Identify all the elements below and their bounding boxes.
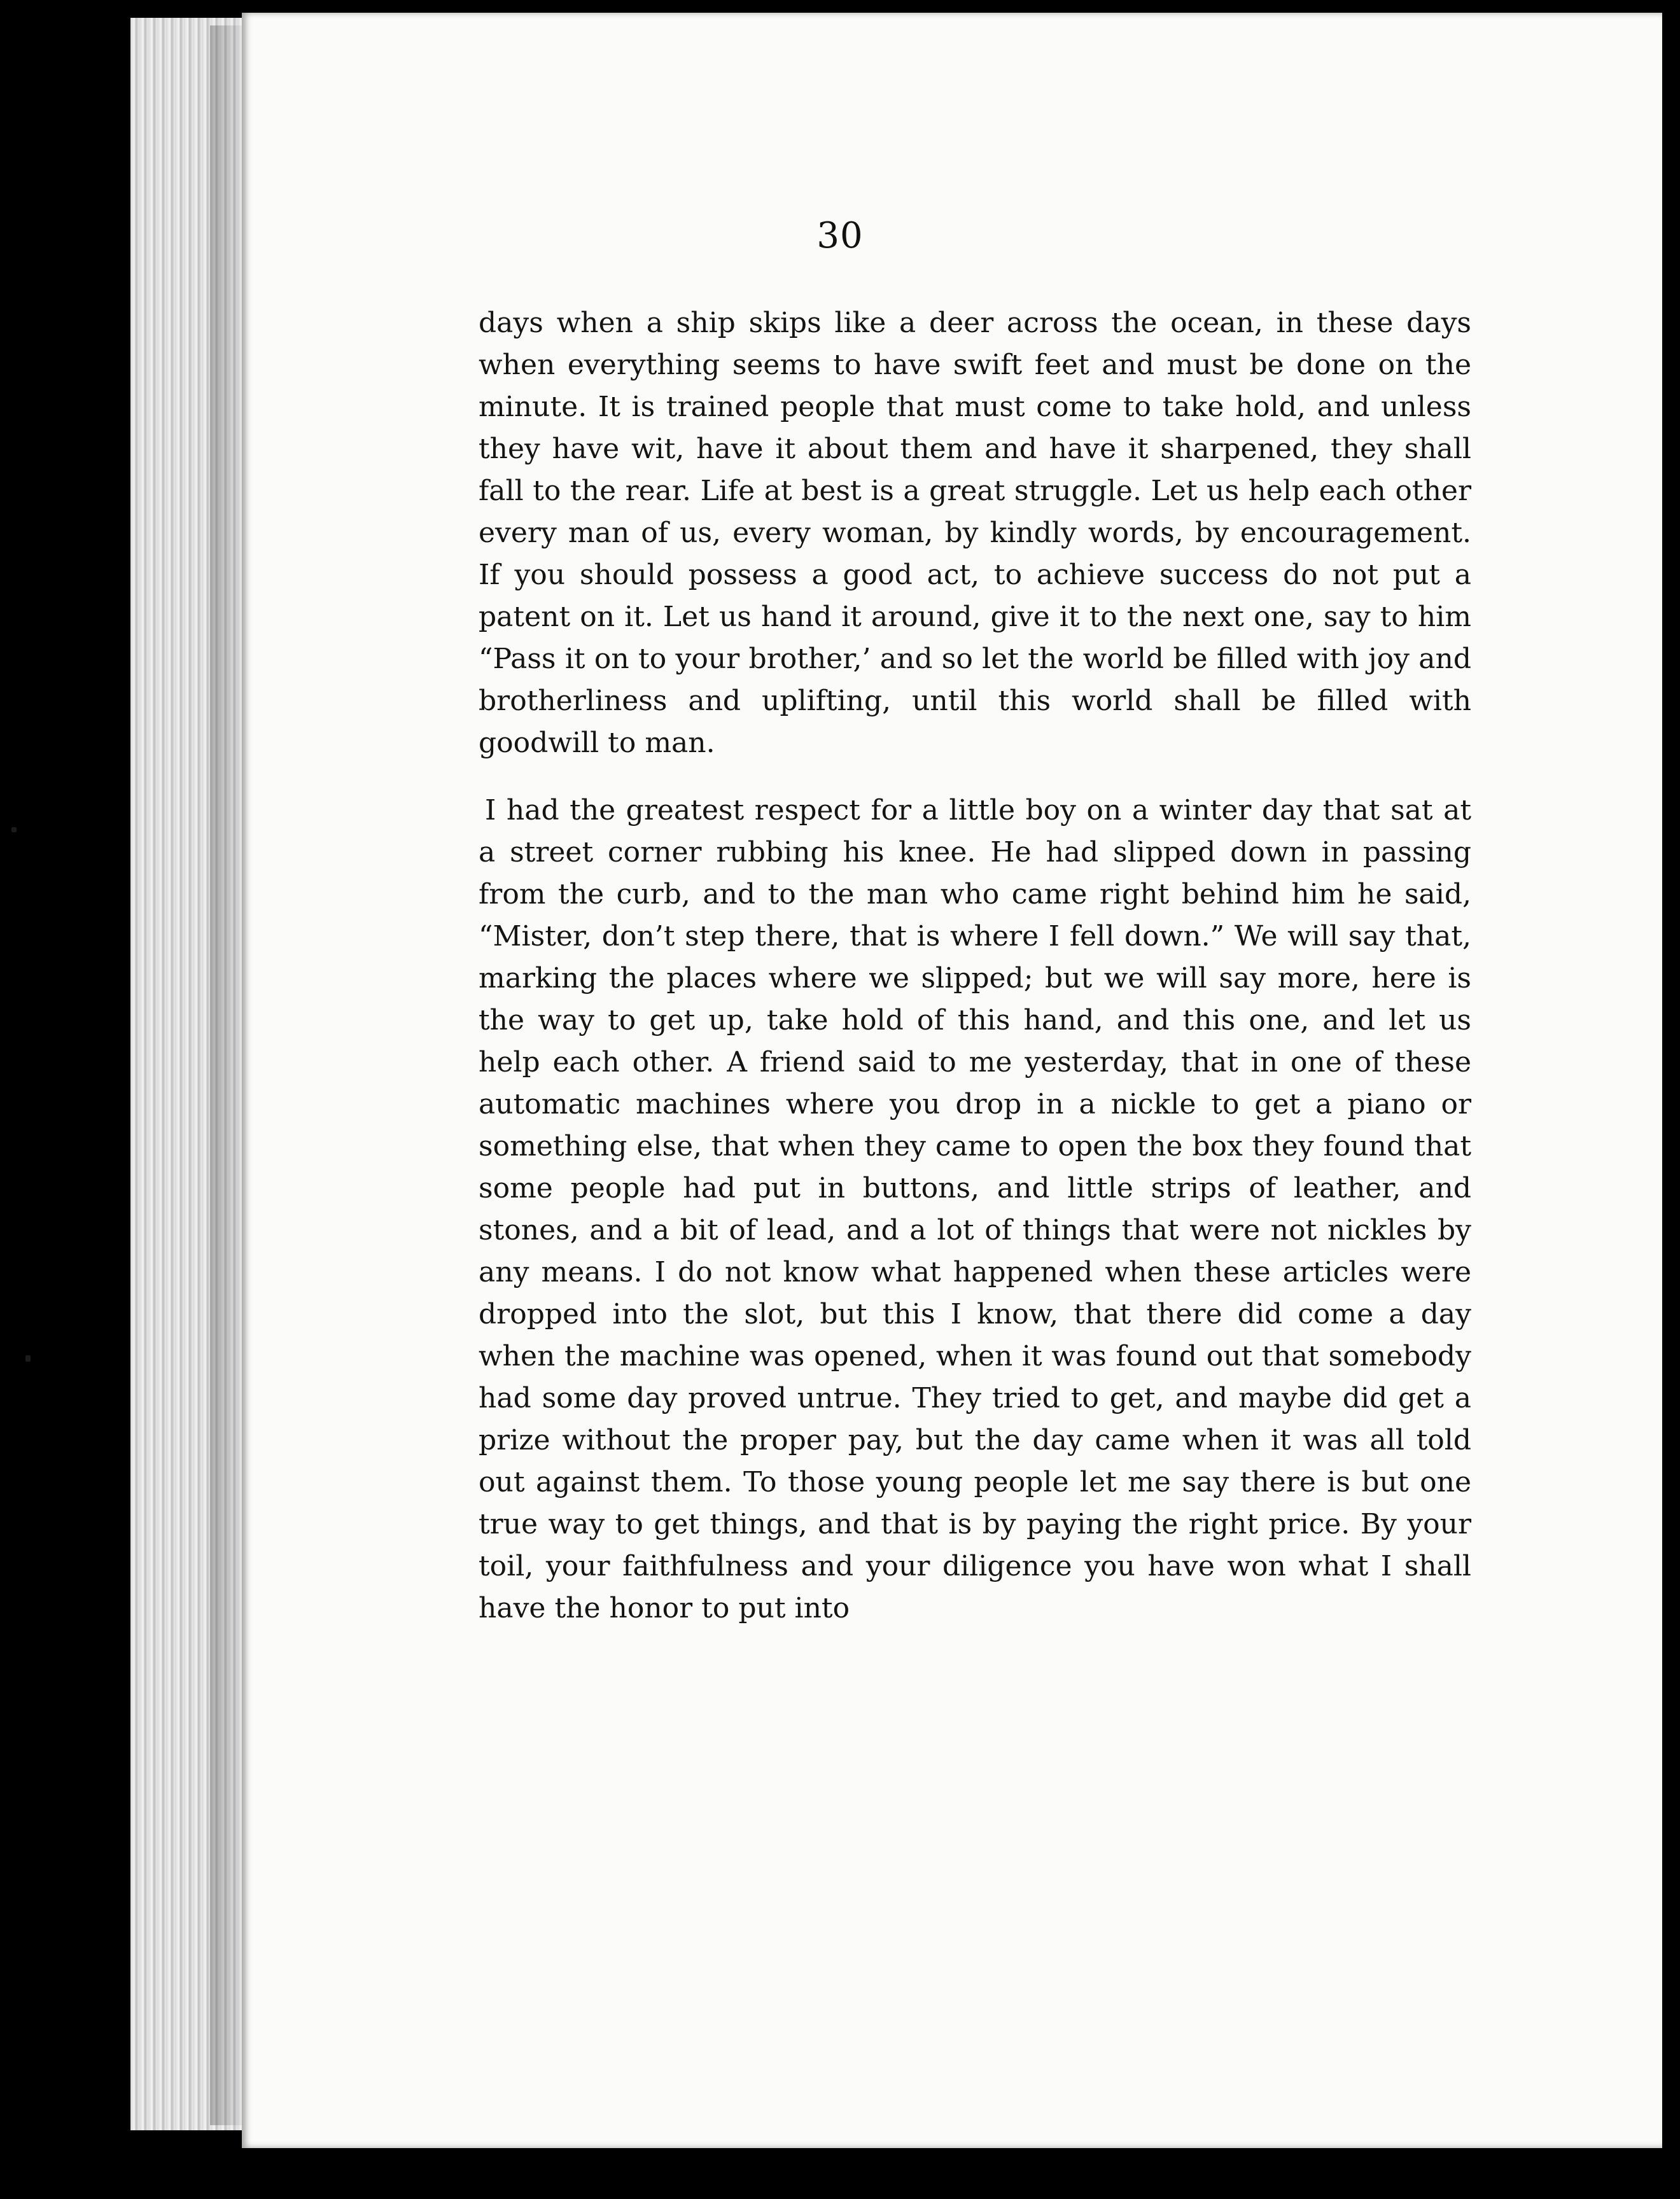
page-number: 30 — [816, 215, 864, 256]
body-text — [479, 302, 1471, 1630]
paragraph: days when a ship skips like a deer across the ocean, in these days when everything seems to have swift feet and must be done on the minute. It is trained people that must come to take hold, and unless they have wit, have it about them and have it sharpened, they shall fall to the rear. Life at best is a great struggle. Let us help each other every man of us, every woman, by kindly words, by encouragement. If you should possess a good act, to achieve success do not put a patent on it. Let us hand it around, give it to the next one, say to him “Pass it on to your brother,’ and so let the world be filled with joy and brotherliness and uplifting, until this world shall be filled with goodwill to man. — [479, 307, 1471, 759]
scan-speck — [11, 827, 17, 832]
book-page — [242, 13, 1662, 2148]
scan-speck — [25, 1355, 31, 1362]
paragraph: I had the greatest respect for a little boy on a winter day that sat at a street corner rubbing his knee. He had slipped down in passing from the curb, and to the man who came right behind him he said, “Mister, don’t step there, that is where I fell down.” We will say that, marking the places where we slipped; but we will say more, here is the way to get up, take hold of this hand, and this one, and let us help each other. A friend said to me yesterday, that in one of these automatic machines where you drop in a nickle to get a piano or something else, that when they came to open the box they found that some people had put in buttons, and little strips of leather, and stones, and a bit of lead, and a lot of things that were not nickles by any means. I do not know what happened when these articles were dropped into the slot, but this I know, that there did come a day when the machine was opened, when it was found out that somebody had some day proved untrue. They tried to get, and maybe did get a prize without the proper pay, but the day came when it was all told out against them. To those young people let me say there is but one true way to get things, and that is by paying the right price. By your toil, your faithfulness and your diligence you have won what I shall have the honor to put into — [479, 794, 1471, 1624]
